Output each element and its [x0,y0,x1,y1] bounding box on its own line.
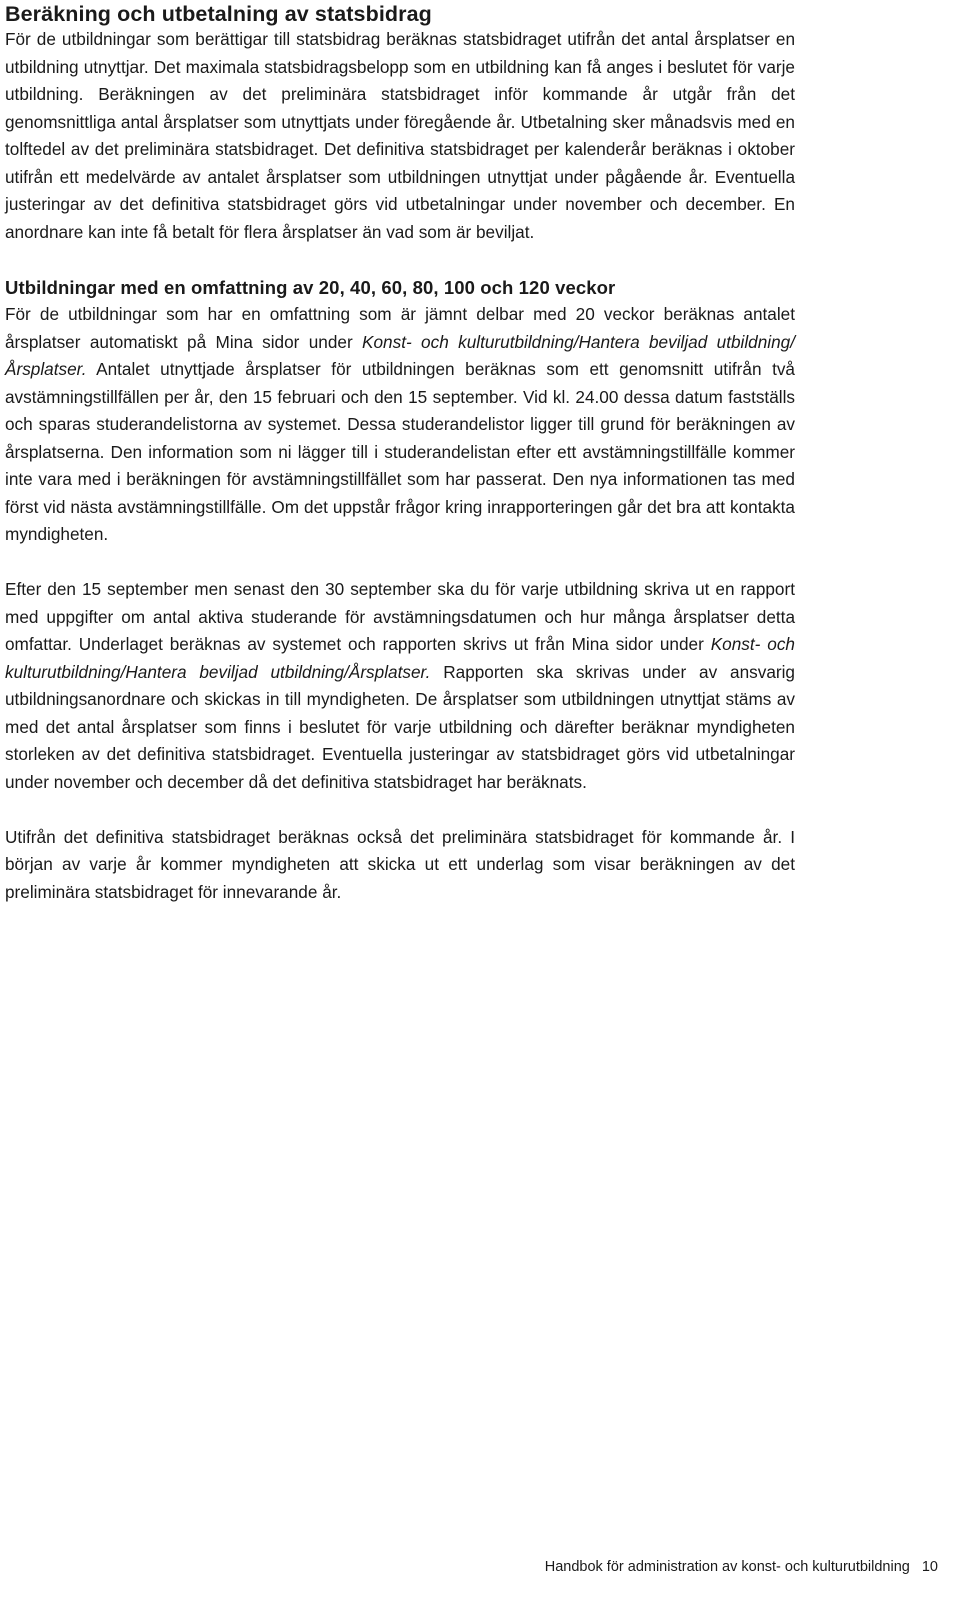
section-heading: Beräkning och utbetalning av statsbidrag [5,2,432,26]
section-heading: Utbildningar med en omfattning av 20, 40, 60, 80, 100 och 120 veckor [5,276,616,298]
menu-path-italic: Konst- och kulturutbildning/Hantera beviljad utbildning/Årsplatser. [5,634,795,682]
body-paragraph [5,576,795,796]
text-run: För de utbildningar som har en omfattning som är jämnt delbar med 20 veckor beräknas antalet årsplatser automatiskt på Mina sidor under [5,304,795,352]
body-paragraph: För de utbildningar som berättigar till statsbidrag beräknas statsbidraget utifrån det antal årsplatser en utbildning utnyttjar. Det maximala statsbidragsbelopp som en utbildning kan få anges i beslutet för varje utbildning. Beräkningen av det preliminära statsbidraget inför kommande år utgår från det genomsnittliga antal årsplatser som utnyttjats under föregående år. Utbetalning sker månadsvis med en tolftedel av det preliminära statsbidraget. Det definitiva statsbidraget per kalenderår beräknas i oktober utifrån ett medelvärde av antalet årsplatser som utbildningen utnyttjat under pågående år. Eventuella justeringar av det definitiva statsbidraget görs vid utbetalningar under november och december. En anordnare kan inte få betalt för flera årsplatser än vad som är beviljat. [5,29,795,242]
body-paragraph: Utifrån det definitiva statsbidraget beräknas också det preliminära statsbidraget för kommande år. I början av varje år kommer myndigheten att skicka ut ett underlag som visar beräkningen av det preliminära statsbidraget för innevarande år. [5,826,795,902]
spacer [5,796,795,824]
document-page [5,0,795,906]
spacer [5,246,795,274]
footer-title: Handbok för administration av konst- och kulturutbildning [544,1559,910,1575]
text-run: Efter den 15 september men senast den 30 september ska du för varje utbildning skriva ut en rapport med uppgifter om antal aktiva studerande för avstämningsdatumen och hur många årsplatser detta omfattar. Underlaget beräknas av systemet och rapporten skrivs ut från Mina sidor under [5,579,795,654]
spacer [5,549,795,577]
text-run: Rapporten ska skrivas under av ansvarig utbildningsanordnare och skickas in till myndigheten. De årsplatser som utbildningen utnyttjat stäms av med det antal årsplatser som finns i beslutet för varje utbildning och därefter beräknar myndigheten storleken av det definitiva statsbidraget. Eventuella justeringar av statsbidraget görs vid utbetalningar under november och december då det definitiva statsbidraget har beräknats. [5,661,795,792]
section-course-length [5,274,795,907]
menu-path-italic: Konst- och kulturutbildning/Hantera beviljad utbildning/Årsplatser. [5,331,795,379]
text-run: Antalet utnyttjade årsplatser för utbildningen beräknas som ett genomsnitt utifrån två avstämningstillfällen per år, den 15 februari och den 15 september. Vid kl. 24.00 dessa datum fastställs och sparas studerandelistorna av systemet. Dessa studerandelistor ligger till grund för beräkningen av årsplatserna. Den information som ni lägger till i studerandelistan efter ett avstämningstillfälle kommer inte vara med i beräkningen för avstämningstillfället som har passerat. Den nya informationen tas med först vid nästa avstämningstillfälle. Om det uppstår frågor kring inrapporteringen går det bra att kontakta myndigheten. [5,359,795,544]
page-footer [545,1558,938,1576]
body-paragraph [5,301,795,549]
page-number: 10 [921,1559,938,1575]
section-calculation-payment [5,0,795,246]
